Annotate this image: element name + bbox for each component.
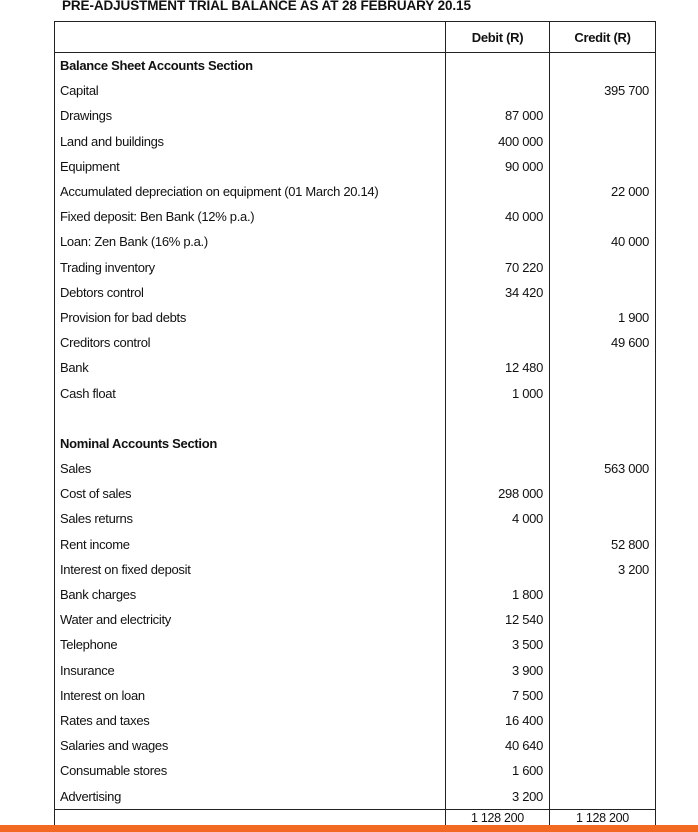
account-name-cell: Bank charges [55,582,446,607]
table-row [55,708,656,733]
debit-cell [446,431,550,456]
account-name-cell: Sales [55,456,446,481]
credit-cell [550,733,656,758]
table-row [55,129,656,154]
debit-cell: 12 540 [446,607,550,632]
debit-cell [446,78,550,103]
account-name-cell: Insurance [55,658,446,683]
table-row [55,481,656,506]
table-row [55,783,656,809]
account-name-cell: Cash float [55,380,446,405]
credit-cell [550,129,656,154]
credit-cell [550,380,656,405]
credit-cell [550,53,656,79]
header-debit: Debit (R) [446,22,550,53]
credit-cell [550,758,656,783]
table-row [55,506,656,531]
debit-cell [446,179,550,204]
footer-accent-bar [0,825,698,832]
account-name-cell: Equipment [55,154,446,179]
credit-cell: 3 200 [550,557,656,582]
account-name-cell [55,406,446,431]
credit-cell [550,708,656,733]
credit-cell: 1 900 [550,305,656,330]
credit-cell: 40 000 [550,229,656,254]
account-name-cell: Rates and taxes [55,708,446,733]
table-row [55,658,656,683]
table-row [55,607,656,632]
account-name-cell: Advertising [55,783,446,809]
debit-cell [446,557,550,582]
credit-cell [550,481,656,506]
account-name-cell: Accumulated depreciation on equipment (01 March 20.14) [55,179,446,204]
account-name-cell: Interest on fixed deposit [55,557,446,582]
account-name-cell: Sales returns [55,506,446,531]
table-row [55,683,656,708]
credit-cell [550,103,656,128]
debit-cell: 40 640 [446,733,550,758]
debit-cell: 3 200 [446,783,550,809]
debit-cell: 400 000 [446,129,550,154]
debit-cell [446,229,550,254]
table-row [55,532,656,557]
debit-cell: 12 480 [446,355,550,380]
credit-cell: 52 800 [550,532,656,557]
debit-cell: 1 800 [446,582,550,607]
table-row [55,355,656,380]
credit-cell [550,658,656,683]
debit-cell: 1 600 [446,758,550,783]
table-row [55,380,656,405]
account-name-cell: Trading inventory [55,255,446,280]
debit-cell [446,532,550,557]
account-name-cell: Creditors control [55,330,446,355]
credit-cell [550,607,656,632]
table-row [55,103,656,128]
credit-cell: 563 000 [550,456,656,481]
trial-balance-table [54,21,656,827]
debit-cell: 3 900 [446,658,550,683]
debit-cell: 90 000 [446,154,550,179]
account-name-cell: Interest on loan [55,683,446,708]
account-name-cell: Rent income [55,532,446,557]
totals-row [55,809,656,826]
account-name-cell: Bank [55,355,446,380]
table-row [55,229,656,254]
credit-cell [550,154,656,179]
account-name-cell: Telephone [55,632,446,657]
table-row [55,582,656,607]
credit-cell [550,280,656,305]
table-row [55,456,656,481]
table-row [55,406,656,431]
credit-cell [550,783,656,809]
table-row [55,78,656,103]
account-name-cell: Nominal Accounts Section [55,431,446,456]
header-description [55,22,446,53]
account-name-cell: Drawings [55,103,446,128]
debit-cell: 40 000 [446,204,550,229]
section-heading-row [55,431,656,456]
debit-cell: 34 420 [446,280,550,305]
account-name-cell: Loan: Zen Bank (16% p.a.) [55,229,446,254]
account-name-cell: Salaries and wages [55,733,446,758]
debit-cell [446,456,550,481]
debit-cell: 70 220 [446,255,550,280]
table-row [55,154,656,179]
totals-label-cell [55,809,446,826]
total-debit: 1 128 200 [446,809,550,826]
account-name-cell: Land and buildings [55,129,446,154]
credit-cell: 395 700 [550,78,656,103]
table-row [55,330,656,355]
debit-cell: 3 500 [446,632,550,657]
section-heading-row [55,53,656,79]
account-name-cell: Cost of sales [55,481,446,506]
table-row [55,632,656,657]
account-name-cell: Water and electricity [55,607,446,632]
credit-cell [550,406,656,431]
debit-cell: 7 500 [446,683,550,708]
credit-cell [550,204,656,229]
total-credit: 1 128 200 [550,809,656,826]
account-name-cell: Capital [55,78,446,103]
debit-cell [446,330,550,355]
table-row [55,204,656,229]
credit-cell: 49 600 [550,330,656,355]
debit-cell [446,406,550,431]
page-title: PRE-ADJUSTMENT TRIAL BALANCE AS AT 28 FEBRUARY 20.15 [62,0,471,13]
debit-cell: 1 000 [446,380,550,405]
table-row [55,557,656,582]
account-name-cell: Debtors control [55,280,446,305]
account-name-cell: Consumable stores [55,758,446,783]
debit-cell: 87 000 [446,103,550,128]
account-name-cell: Fixed deposit: Ben Bank (12% p.a.) [55,204,446,229]
credit-cell [550,683,656,708]
debit-cell: 4 000 [446,506,550,531]
table-row [55,305,656,330]
account-name-cell: Provision for bad debts [55,305,446,330]
debit-cell: 16 400 [446,708,550,733]
debit-cell [446,53,550,79]
credit-cell [550,355,656,380]
credit-cell [550,255,656,280]
credit-cell: 22 000 [550,179,656,204]
table-row [55,179,656,204]
table-row [55,280,656,305]
table-row [55,255,656,280]
credit-cell [550,582,656,607]
table-row [55,733,656,758]
header-credit: Credit (R) [550,22,656,53]
debit-cell [446,305,550,330]
credit-cell [550,506,656,531]
account-name-cell: Balance Sheet Accounts Section [55,53,446,79]
debit-cell: 298 000 [446,481,550,506]
credit-cell [550,632,656,657]
table-header-row [55,22,656,53]
credit-cell [550,431,656,456]
table-body [55,53,656,827]
table-row [55,758,656,783]
